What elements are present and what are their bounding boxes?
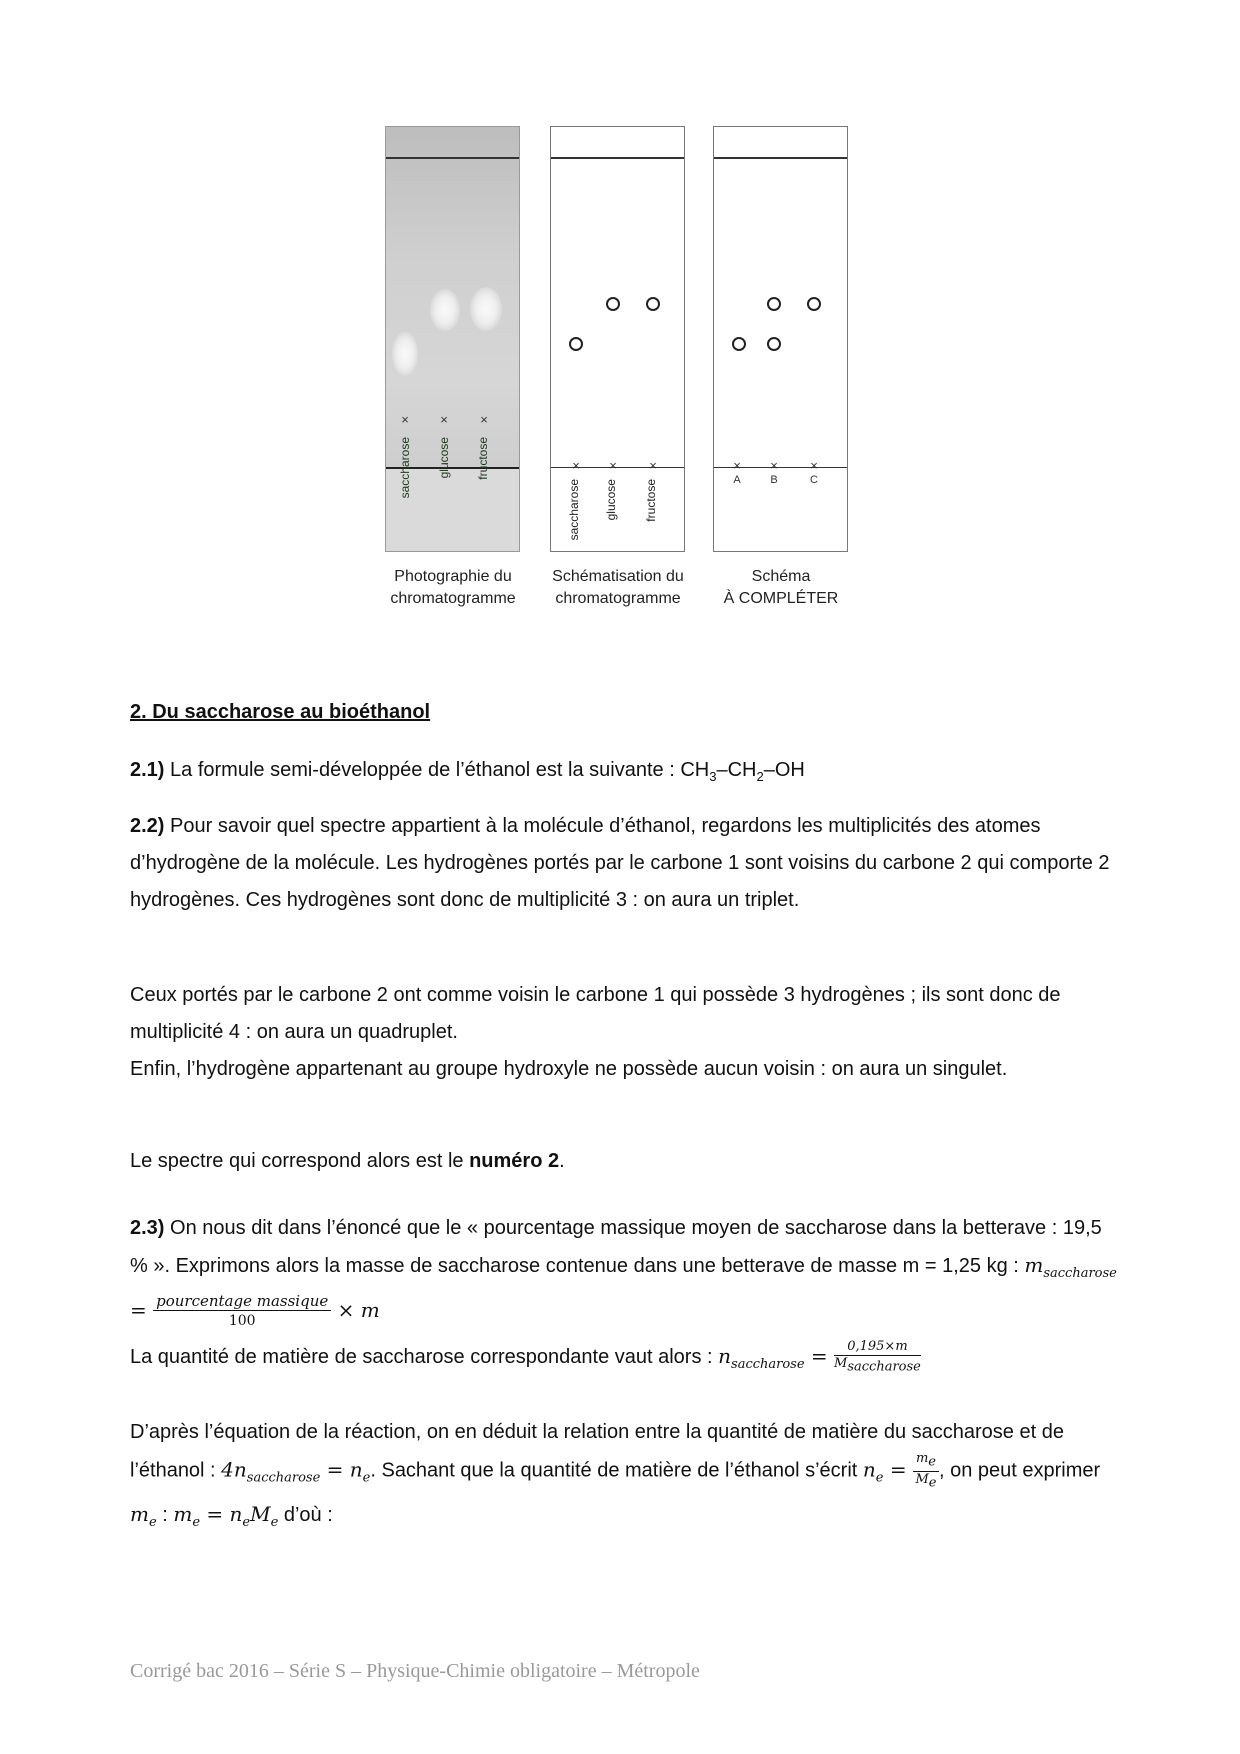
paragraph-text: D’après l’équation de la réaction, on en déduit la relation entre la quantité de matière du saccharose et de l’éthanol : [130, 1421, 1064, 1482]
lane-label: glucose [604, 479, 618, 521]
lane-b-upper-spot [767, 297, 781, 311]
chromatogram-to-complete [713, 126, 848, 552]
lane-label: saccharose [567, 479, 581, 541]
paragraph-text: Pour savoir quel spectre appartient à la molécule d’éthanol, regardons les multiplicités des atomes d’hydrogène de la molécule. Les hydrogènes portés par le carbone 1 sont voisins du carbone 2 qui comporte 2 hydrogènes. Ces hydrogènes sont donc de multiplicité 3 : on aura un triplet. [130, 815, 1110, 911]
caption-to-complete [696, 566, 866, 610]
solvent-front-line [714, 157, 847, 159]
paragraph-multiplicity [130, 977, 1120, 1088]
fraction [153, 1292, 331, 1331]
paragraph-text: La quantité de matière de saccharose correspondante vaut alors : [130, 1346, 719, 1368]
subscript: saccharose [246, 1470, 321, 1486]
math-var: m [173, 1502, 193, 1527]
math-var: n [862, 1457, 876, 1482]
lane-letter: B [770, 474, 778, 486]
math-var: m [915, 1451, 929, 1466]
chromatogram-figure [380, 126, 860, 626]
lane-label: glucose [437, 437, 451, 479]
lane-label: fructose [476, 437, 490, 480]
fraction-denominator [834, 1356, 921, 1376]
deposit-mark: × [401, 412, 409, 427]
saccharose-spot [569, 337, 583, 351]
caption-line: Schéma [751, 568, 811, 585]
paragraph-2-1 [130, 752, 1120, 795]
caption-photo [368, 566, 538, 610]
chromatogram-schema [550, 126, 685, 552]
section-heading: 2. Du saccharose au bioéthanol [130, 701, 431, 723]
math-var: = n [200, 1502, 243, 1527]
solvent-front-line [386, 157, 519, 159]
glucose-spot [606, 297, 620, 311]
math-var: M [834, 1356, 848, 1372]
paragraph-text: d’où : [278, 1504, 333, 1527]
fructose-spot-photo [470, 287, 502, 331]
caption-schema [533, 566, 703, 610]
subscript: e [148, 1515, 157, 1531]
subscript: e [928, 1475, 937, 1491]
math-op: = [883, 1457, 913, 1482]
subscript: e [875, 1470, 884, 1486]
chromatogram-photo [385, 126, 520, 552]
deposit-mark: × [440, 412, 448, 427]
deposit-mark: × [609, 458, 617, 473]
page-footer: Corrigé bac 2016 – Série S – Physique-Chimie obligatoire – Métropole [130, 1660, 700, 1682]
deposit-mark: × [572, 458, 580, 473]
fraction-numerator [913, 1451, 939, 1472]
deposit-mark: × [770, 458, 778, 473]
caption-line: chromatogramme [555, 590, 681, 607]
subscript: e [242, 1515, 251, 1531]
fructose-spot [646, 297, 660, 311]
math-var: n [718, 1344, 732, 1368]
deposit-mark: × [733, 458, 741, 473]
deposit-mark: × [810, 458, 818, 473]
math-var: m [130, 1502, 149, 1527]
paragraph-reaction [130, 1414, 1120, 1541]
paragraph-text: Le spectre qui correspond alors est le [130, 1150, 470, 1172]
subscript: e [192, 1515, 201, 1531]
math-var: M [250, 1502, 271, 1527]
math-var: m [1024, 1253, 1044, 1277]
deposit-mark: × [480, 412, 488, 427]
paragraph-text: La formule semi-développée de l’éthanol est la suivante : CH [164, 759, 710, 781]
paragraph-text: , on peut exprimer [939, 1459, 1101, 1482]
deposit-mark: × [649, 458, 657, 473]
subscript: 2 [756, 769, 764, 784]
caption-line: Photographie du [394, 568, 512, 585]
fraction [834, 1339, 921, 1376]
question-label: 2.3) [130, 1217, 165, 1239]
paragraph-text: . Sachant que la quantité de matière de l’éthanol s’écrit [370, 1459, 863, 1482]
lane-b-lower-spot [767, 337, 781, 351]
paragraph-text: Ceux portés par le carbone 2 ont comme voisin le carbone 1 qui possède 3 hydrogènes ; ils sont donc de multiplicité 4 : on aura un quadruplet. [130, 984, 1061, 1043]
subscript: e [928, 1454, 936, 1470]
math-op: = [130, 1298, 154, 1322]
paragraph-text: On nous dit dans l’énoncé que le « pourcentage massique moyen de saccharose dans la betterave : 19,5 % ». Exprimons alors la masse de saccharose contenue dans une betterave de masse m = 1,25 kg : [130, 1217, 1102, 1277]
fraction [913, 1451, 939, 1491]
paragraph-2-3 [130, 1210, 1120, 1331]
paragraph-text: –CH [716, 759, 757, 781]
saccharose-spot-photo [392, 332, 418, 376]
paragraph-2-2 [130, 808, 1120, 919]
subscript: saccharose [847, 1360, 921, 1376]
subscript: 3 [709, 769, 717, 784]
fraction-numerator: pourcentage massique [153, 1292, 331, 1311]
fraction-denominator [913, 1472, 939, 1492]
question-label: 2.2) [130, 815, 165, 837]
solvent-front-line [551, 157, 684, 159]
paragraph-quantity [130, 1338, 1120, 1383]
subscript: e [362, 1470, 371, 1486]
paragraph-text: . [559, 1150, 565, 1172]
glucose-spot-photo [430, 289, 460, 331]
fraction-denominator: 100 [228, 1313, 256, 1330]
caption-line: chromatogramme [390, 590, 516, 607]
question-label: 2.1) [130, 759, 165, 781]
paragraph-conclusion [130, 1143, 1120, 1180]
math-var: = n [320, 1457, 363, 1482]
subscript: e [270, 1515, 279, 1531]
paragraph-text: –OH [763, 759, 805, 781]
lane-label: saccharose [398, 437, 412, 499]
lane-a-spot [732, 337, 746, 351]
subscript: saccharose [1043, 1266, 1117, 1281]
lane-letter: A [733, 474, 741, 486]
math-op: = [804, 1344, 835, 1368]
subscript: saccharose [731, 1357, 805, 1372]
paragraph-text: Enfin, l’hydrogène appartenant au groupe hydroxyle ne possède aucun voisin : on aura un singulet. [130, 1058, 1008, 1080]
math-var: 4n [221, 1457, 247, 1482]
math-var: M [915, 1471, 929, 1487]
caption-line: À COMPLÉTER [723, 590, 839, 607]
caption-line: Schématisation du [552, 568, 684, 585]
lane-letter: C [810, 474, 818, 486]
fraction-numerator: 0,195×m [834, 1339, 921, 1356]
lane-label: fructose [644, 479, 658, 522]
lane-c-spot [807, 297, 821, 311]
math-op: × m [331, 1298, 380, 1322]
paragraph-text: : [156, 1504, 174, 1527]
answer-bold: numéro 2 [469, 1150, 560, 1172]
